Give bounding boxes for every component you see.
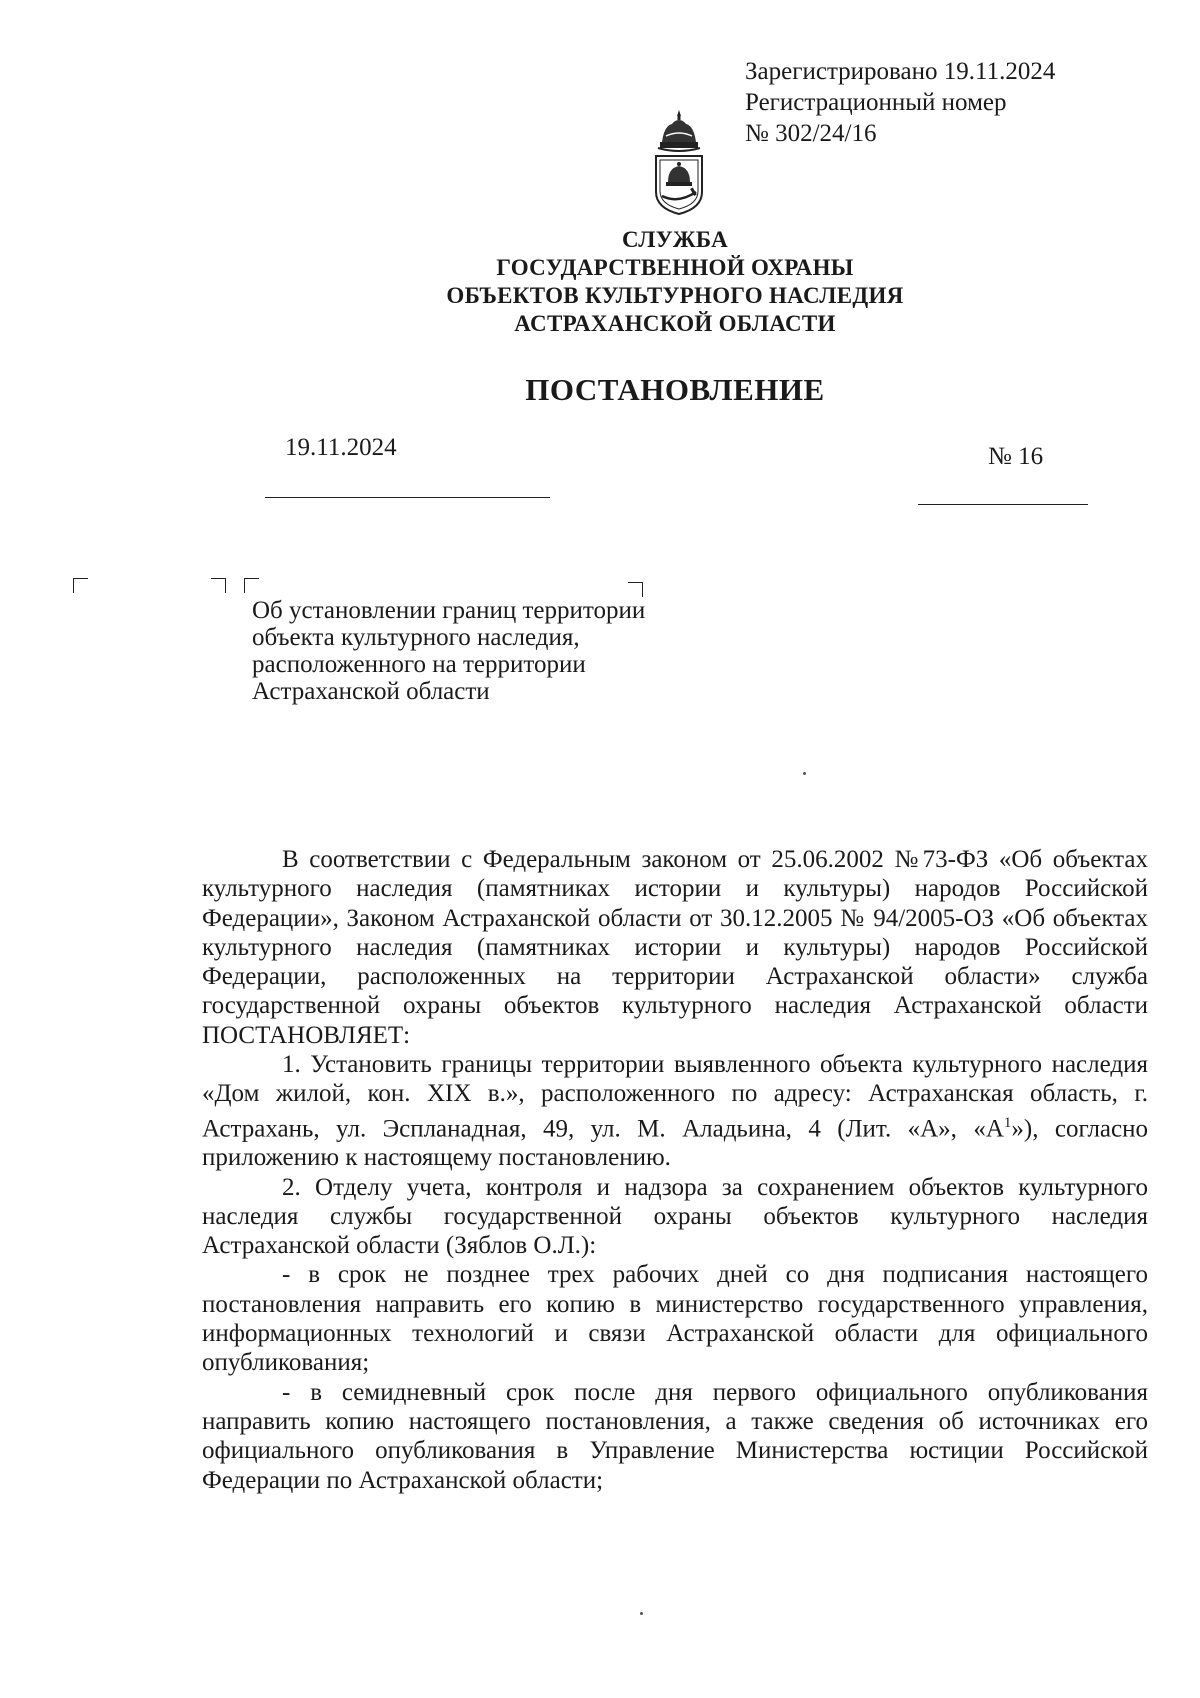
item-2-paragraph: 2. Отделу учета, контроля и надзора за сохранением объектов культурного наследия службы государственной охраны объектов культурного наследия Астраханской области (Зяблов О.Л.):: [202, 1173, 1148, 1260]
agency-line-1: СЛУЖБА: [621, 227, 729, 252]
item-1-text: 1. Установить границы территории выявленного объекта культурного наследия «Дом жилой, кон. XIX в.», расположенного по адресу: Астраханская область, г. Астрахань, ул. Эспланадная, 49, ул. М. Аладьина, 4 (Лит. «А», «А: [202, 1051, 1148, 1142]
scan-speck: [803, 772, 806, 775]
date-underline: [265, 497, 550, 498]
registration-stamp: [745, 56, 1055, 149]
item-1-paragraph: [202, 1050, 1148, 1173]
number-underline: [918, 504, 1088, 505]
margin-corner-mark: [211, 578, 226, 593]
document-subject: Об установлении границ территории объекта культурного наследия, расположенного на территории Астраханской области: [252, 597, 646, 705]
item-1-text-end: »), согласно приложению к настоящему постановлению.: [202, 1115, 1148, 1172]
item-1-superscript: 1: [1003, 1114, 1012, 1131]
dash-paragraph-2: - в семидневный срок после дня первого официального опубликования направить копию настоящего постановления, а также сведения об источниках его официального опубликования в Управление Министерства юстиции Российской Федерации по Астраханской области;: [202, 1378, 1148, 1494]
agency-line-2: ГОСУДАРСТВЕННОЙ ОХРАНЫ: [496, 255, 854, 280]
scan-speck: [640, 1612, 643, 1615]
subject-corner-mark: [628, 582, 643, 597]
dash-paragraph-1: - в срок не позднее трех рабочих дней со дня подписания настоящего постановления направить его копию в министерство государственного управления, информационных технологий и связи Астраханской области для официального опубликования;: [202, 1261, 1148, 1377]
document-type-heading: ПОСТАНОВЛЕНИЕ: [525, 372, 825, 407]
registration-line-3: № 302/24/16: [745, 120, 877, 147]
coat-of-arms-icon: [648, 108, 710, 216]
margin-corner-mark: [73, 578, 88, 593]
document-body: [202, 845, 1148, 1495]
registration-line-1: Зарегистрировано 19.11.2024: [745, 58, 1056, 85]
agency-line-4: АСТРАХАНСКОЙ ОБЛАСТИ: [514, 311, 836, 336]
agency-line-3: ОБЪЕКТОВ КУЛЬТУРНОГО НАСЛЕДИЯ: [446, 283, 904, 308]
document-date: 19.11.2024: [285, 434, 397, 461]
agency-name: [380, 226, 970, 338]
subject-corner-mark: [244, 578, 259, 593]
registration-line-2: Регистрационный номер: [745, 89, 1007, 116]
document-number: № 16: [988, 443, 1044, 470]
preamble-paragraph: В соответствии с Федеральным законом от 25.06.2002 №73-ФЗ «Об объектах культурного наследия (памятниках истории и культуры) народов Российской Федерации», Законом Астраханской области от 30.12.2005 № 94/2005-ОЗ «Об объектах культурного наследия (памятниках истории и культуры) народов Российской Федерации, расположенных на территории Астраханской области» служба государственной охраны объектов культурного наследия Астраханской области ПОСТАНОВЛЯЕТ:: [202, 846, 1148, 1049]
